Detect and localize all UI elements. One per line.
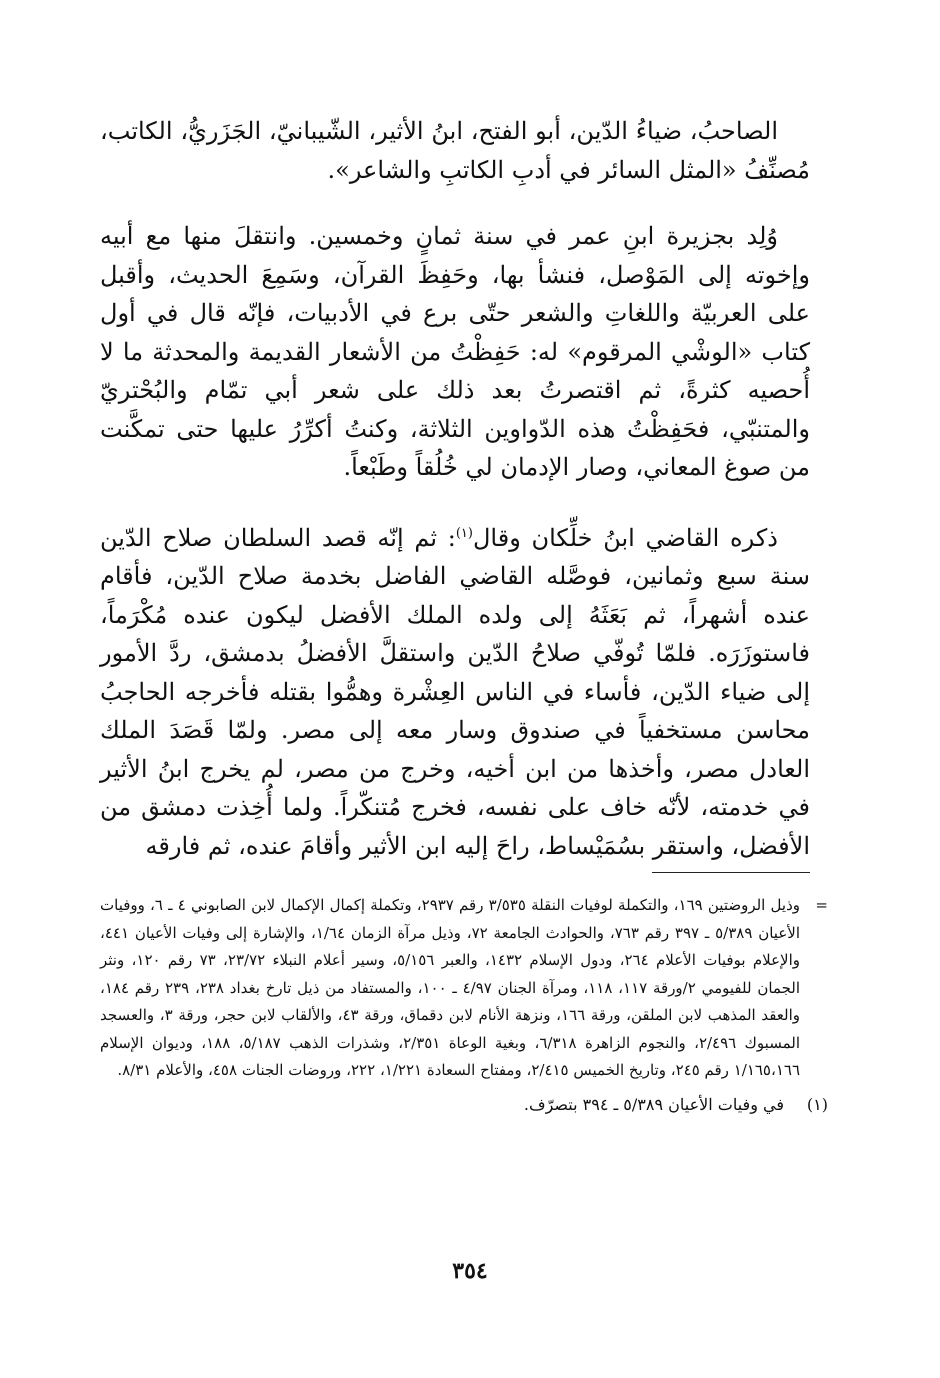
continuation-mark: = <box>815 896 828 914</box>
main-text <box>100 112 810 893</box>
footnote-1-text: في وفيات الأعيان ٥/٣٨٩ ـ ٣٩٤ بتصرّف. <box>523 1094 784 1114</box>
paragraph-biography-start: ذكره القاضي ابنُ خلِّكان وقال <box>472 523 778 552</box>
footnote-ref-1[interactable]: (١) <box>455 525 473 541</box>
footnote-separator <box>652 872 810 873</box>
footnote-continuation <box>100 892 828 1085</box>
paragraph-intro: الصاحبُ، ضياءُ الدّين، أبو الفتح، ابنُ الأثير، الشّيبانيّ، الجَزَريُّ، الكاتب، مُصنِّفُ «المثل السائر في أدبِ الكاتبِ والشاعر». <box>100 117 810 184</box>
paragraph-biography-rest: : ثم إنّه قصد السلطان صلاح الدّين سنة سبع وثمانين، فوصَّله القاضي الفاضل بخدمة صلاح الدّين، فأقام عنده أشهراً، ثم بَعَثَهُ إلى ولده الملك الأفضل ليكون عنده مُكْرَماً، فاستوزَرَه. فلمّا تُوفّي صلاحُ الدّين واستقلَّ الأفضلُ بدمشق، ردَّ الأمور إلى ضياء الدّين، فأساء في الناس العِشْرة وهمُّوا بقتله فأخرجه الحاجبُ محاسن مستخفياً في صندوق وسار معه إلى مصر. ولمّا قَصَدَ الملك العادل مصر، وأخذها من ابن أخيه، وخرج من مصر، لم يخرج ابنُ الأثير في خدمته، لأنّه خاف على نفسه، فخرج مُتنكّراً. ولما أُخِذت دمشق من الأفضل، واستقر بسُمَيْساط، راحَ إليه ابن الأثير وأقامَ عنده، ثم فارقه <box>100 523 810 860</box>
page-number: ٣٥٤ <box>452 1258 488 1284</box>
footnote-1 <box>100 1091 828 1119</box>
footnote-continuation-text: وذيل الروضتين ١٦٩، والتكملة لوفيات النقلة ٣/٥٣٥ رقم ٢٩٣٧، وتكملة إكمال الإكمال لابن الصابوني ٤ ـ ٦، ووفيات الأعيان ٥/٣٨٩ ـ ٣٩٧ رقم ٧٦٣، والحوادث الجامعة ٧٢، وذيل مرآة الزمان ١/٦٤، والإشارة إلى وفيات الأعيان ٤٤١، والإعلام بوفيات الأعلام ٢٦٤، ودول الإسلام ١٤٣٢، والعبر ٥/١٥٦، وسير أعلام النبلاء ٢٣/٧٢، ٧٣ رقم ١٢٠، ونثر الجمان للفيومي ٢/ورقة ١١٧، ١١٨، ومرآة الجنان ٤/٩٧ ـ ١٠٠، والمستفاد من ذيل تارخ بغداد ٢٣٨، ٢٣٩ رقم ١٨٤، والعقد المذهب لابن الملقن، ورقة ١٦٦، ونزهة الأنام لابن دقماق، ورقة ٤٣، والألقاب لابن حجر، ورقة ٣، والعسجد المسبوك ٢/٤٩٦، والنجوم الزاهرة ٦/٣١٨، وبغية الوعاة ٢/٣٥١، وشذرات الذهب ٥/١٨٧، ١٨٨، وديوان الإسلام ١/١٦٥،١٦٦ رقم ٢٤٥، وتاريخ الخميس ٢/٤١٥، ومفتاح السعادة ١/٢٢١، ٢٢٢، وروضات الجنات ٤٥٨، والأعلام ٨/٣١. <box>100 896 801 1079</box>
paragraph-birth: وُلِد بجزيرة ابنِ عمر في سنة ثمانٍ وخمسين. وانتقلَ منها مع أبيه وإخوته إلى المَوْصل، فنشأ بها، وحَفِظَ القرآن، وسَمِعَ الحديث، وأقبل على العربيّة واللغاتِ والشعر حتّى برع في الأدبيات، فإنّه قال في أول كتاب «الوشْي المرقوم» له: حَفِظْتُ من الأشعار القديمة والمحدثة ما لا أُحصيه كثرةً، ثم اقتصرتُ بعد ذلك على شعر أبي تمّام والبُحْتريّ والمتنبّي، فحَفِظْتُ هذه الدّواوين الثلاثة، وكنتُ أكرِّرُ عليها حتى تمكَّنت من صوغ المعاني، وصار الإدمان لي خُلُقاً وطَبْعاً. <box>100 222 810 481</box>
paragraph-biography <box>100 515 810 866</box>
footnote-1-number: (١) <box>806 1094 828 1114</box>
footnotes <box>100 892 828 1118</box>
